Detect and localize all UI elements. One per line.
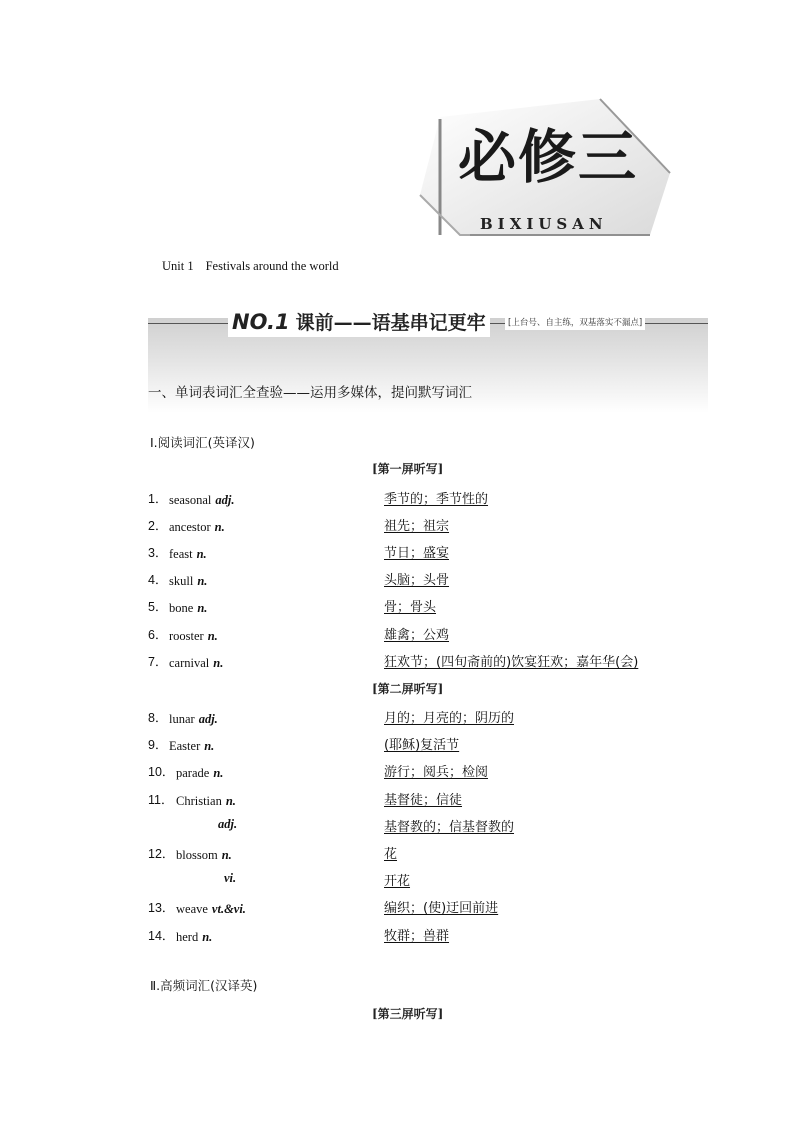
vocab-word: bone [169, 601, 194, 615]
vocab-number: 1． [148, 492, 168, 506]
subheading-frequent-vocab: Ⅱ.高频词汇(汉译英) [150, 978, 258, 993]
vocab-meaning: 月的；月亮的；阴历的 [384, 711, 515, 726]
vocab-pos: vi. [224, 871, 237, 885]
badge-subtitle: BIXIUSAN [480, 215, 608, 233]
vocab-number: 14． [148, 929, 175, 943]
vocab-word: Easter [169, 739, 201, 753]
vocab-meaning: 祖先；祖宗 [384, 519, 450, 534]
vocab-number: 9． [148, 738, 168, 752]
vocab-meaning: 基督教的；信基督教的 [384, 820, 515, 835]
vocab-pos: adj. [215, 493, 235, 507]
unit-line [162, 259, 339, 274]
vocab-word-group [169, 708, 218, 727]
vocab-meaning: 雄禽；公鸡 [384, 628, 450, 643]
vocab-meaning: 骨；骨头 [384, 600, 437, 615]
vocab-word-group [169, 570, 207, 589]
section-title-text: 课前——语基串记更牢 [295, 312, 486, 334]
vocab-word-group [169, 652, 223, 671]
vocab-word-group [176, 926, 212, 945]
vocab-pos: adj. [198, 712, 218, 726]
vocab-word-group [176, 898, 246, 917]
vocab-number: 2． [148, 519, 168, 533]
vocab-word: rooster [169, 629, 204, 643]
vocab-meaning: 季节的；季节性的 [384, 492, 489, 507]
vocab-number: 7． [148, 655, 168, 669]
subheading-reading-vocab: Ⅰ.阅读词汇(英译汉) [150, 435, 255, 450]
badge-title: 必修三 [458, 123, 639, 191]
vocab-meaning: 牧群；兽群 [384, 929, 450, 944]
unit-label: Unit 1 [162, 259, 194, 273]
vocab-number: 10． [148, 765, 175, 779]
vocab-number: 5． [148, 600, 168, 614]
vocab-word-group [176, 790, 236, 809]
vocab-pos: adj. [218, 817, 238, 831]
vocab-word-group [169, 735, 214, 754]
vocab-pos: n. [204, 739, 215, 753]
vocab-word: lunar [169, 712, 195, 726]
vocab-word-group [176, 844, 232, 863]
vocab-word: parade [176, 766, 210, 780]
vocab-meaning: 头脑；头骨 [384, 573, 450, 588]
vocab-word-group [169, 597, 207, 616]
vocab-pos: n. [207, 629, 218, 643]
vocab-meaning: 编织；(使)迂回前进 [384, 901, 499, 916]
vocab-number: 8． [148, 711, 168, 725]
vocab-word-group [176, 762, 223, 781]
vocab-pos: n. [221, 848, 232, 862]
vocab-word-group [169, 625, 218, 644]
section-note: [上台号、自主练，双基落实不漏点] [505, 316, 645, 330]
vocab-number: 3． [148, 546, 168, 560]
vocab-pos: n. [214, 520, 225, 534]
vocab-pos: vt.&vi. [211, 902, 246, 916]
heading-vocab-check: 一、单词表词汇全查验——运用多媒体，提问默写词汇 [148, 385, 472, 401]
section-title [228, 308, 490, 337]
vocab-word: skull [169, 574, 194, 588]
vocab-number: 11． [148, 793, 174, 807]
vocab-word: seasonal [169, 493, 212, 507]
vocab-pos: n. [197, 601, 208, 615]
vocab-word: feast [169, 547, 193, 561]
unit-name: Festivals around the world [205, 259, 339, 273]
vocab-word-group [169, 543, 207, 562]
vocab-word-group [169, 489, 234, 508]
dictation-screen-3: [第三屏听写] [372, 1007, 444, 1021]
vocab-pos: n. [213, 766, 224, 780]
vocab-meaning: 花 [384, 847, 398, 862]
vocab-meaning: 狂欢节；(四旬斋前的)饮宴狂欢；嘉年华(会) [384, 655, 639, 670]
vocab-word: carnival [169, 656, 210, 670]
vocab-number: 6． [148, 628, 168, 642]
vocab-pos: n. [196, 547, 207, 561]
vocab-meaning: 游行；阅兵；检阅 [384, 765, 489, 780]
vocab-meaning: 节日；盛宴 [384, 546, 450, 561]
vocab-number: 4． [148, 573, 168, 587]
vocab-word: herd [176, 930, 199, 944]
vocab-number: 13． [148, 901, 175, 915]
vocab-word: Christian [176, 794, 222, 808]
section-number: NO.1 [232, 310, 290, 334]
vocab-meaning: (耶稣)复活节 [384, 738, 460, 753]
dictation-screen-2: [第二屏听写] [372, 682, 444, 696]
vocab-meaning: 开花 [384, 874, 411, 889]
vocab-pos: n. [213, 656, 224, 670]
vocab-number: 12． [148, 847, 175, 861]
vocab-word: weave [176, 902, 208, 916]
vocab-word: ancestor [169, 520, 211, 534]
vocab-meaning: 基督徒；信徒 [384, 793, 463, 808]
vocab-word: blossom [176, 848, 218, 862]
vocab-pos: n. [197, 574, 208, 588]
vocab-word-group [169, 516, 225, 535]
dictation-screen-1: [第一屏听写] [372, 462, 444, 476]
vocab-pos: n. [225, 794, 236, 808]
vocab-pos: n. [202, 930, 213, 944]
